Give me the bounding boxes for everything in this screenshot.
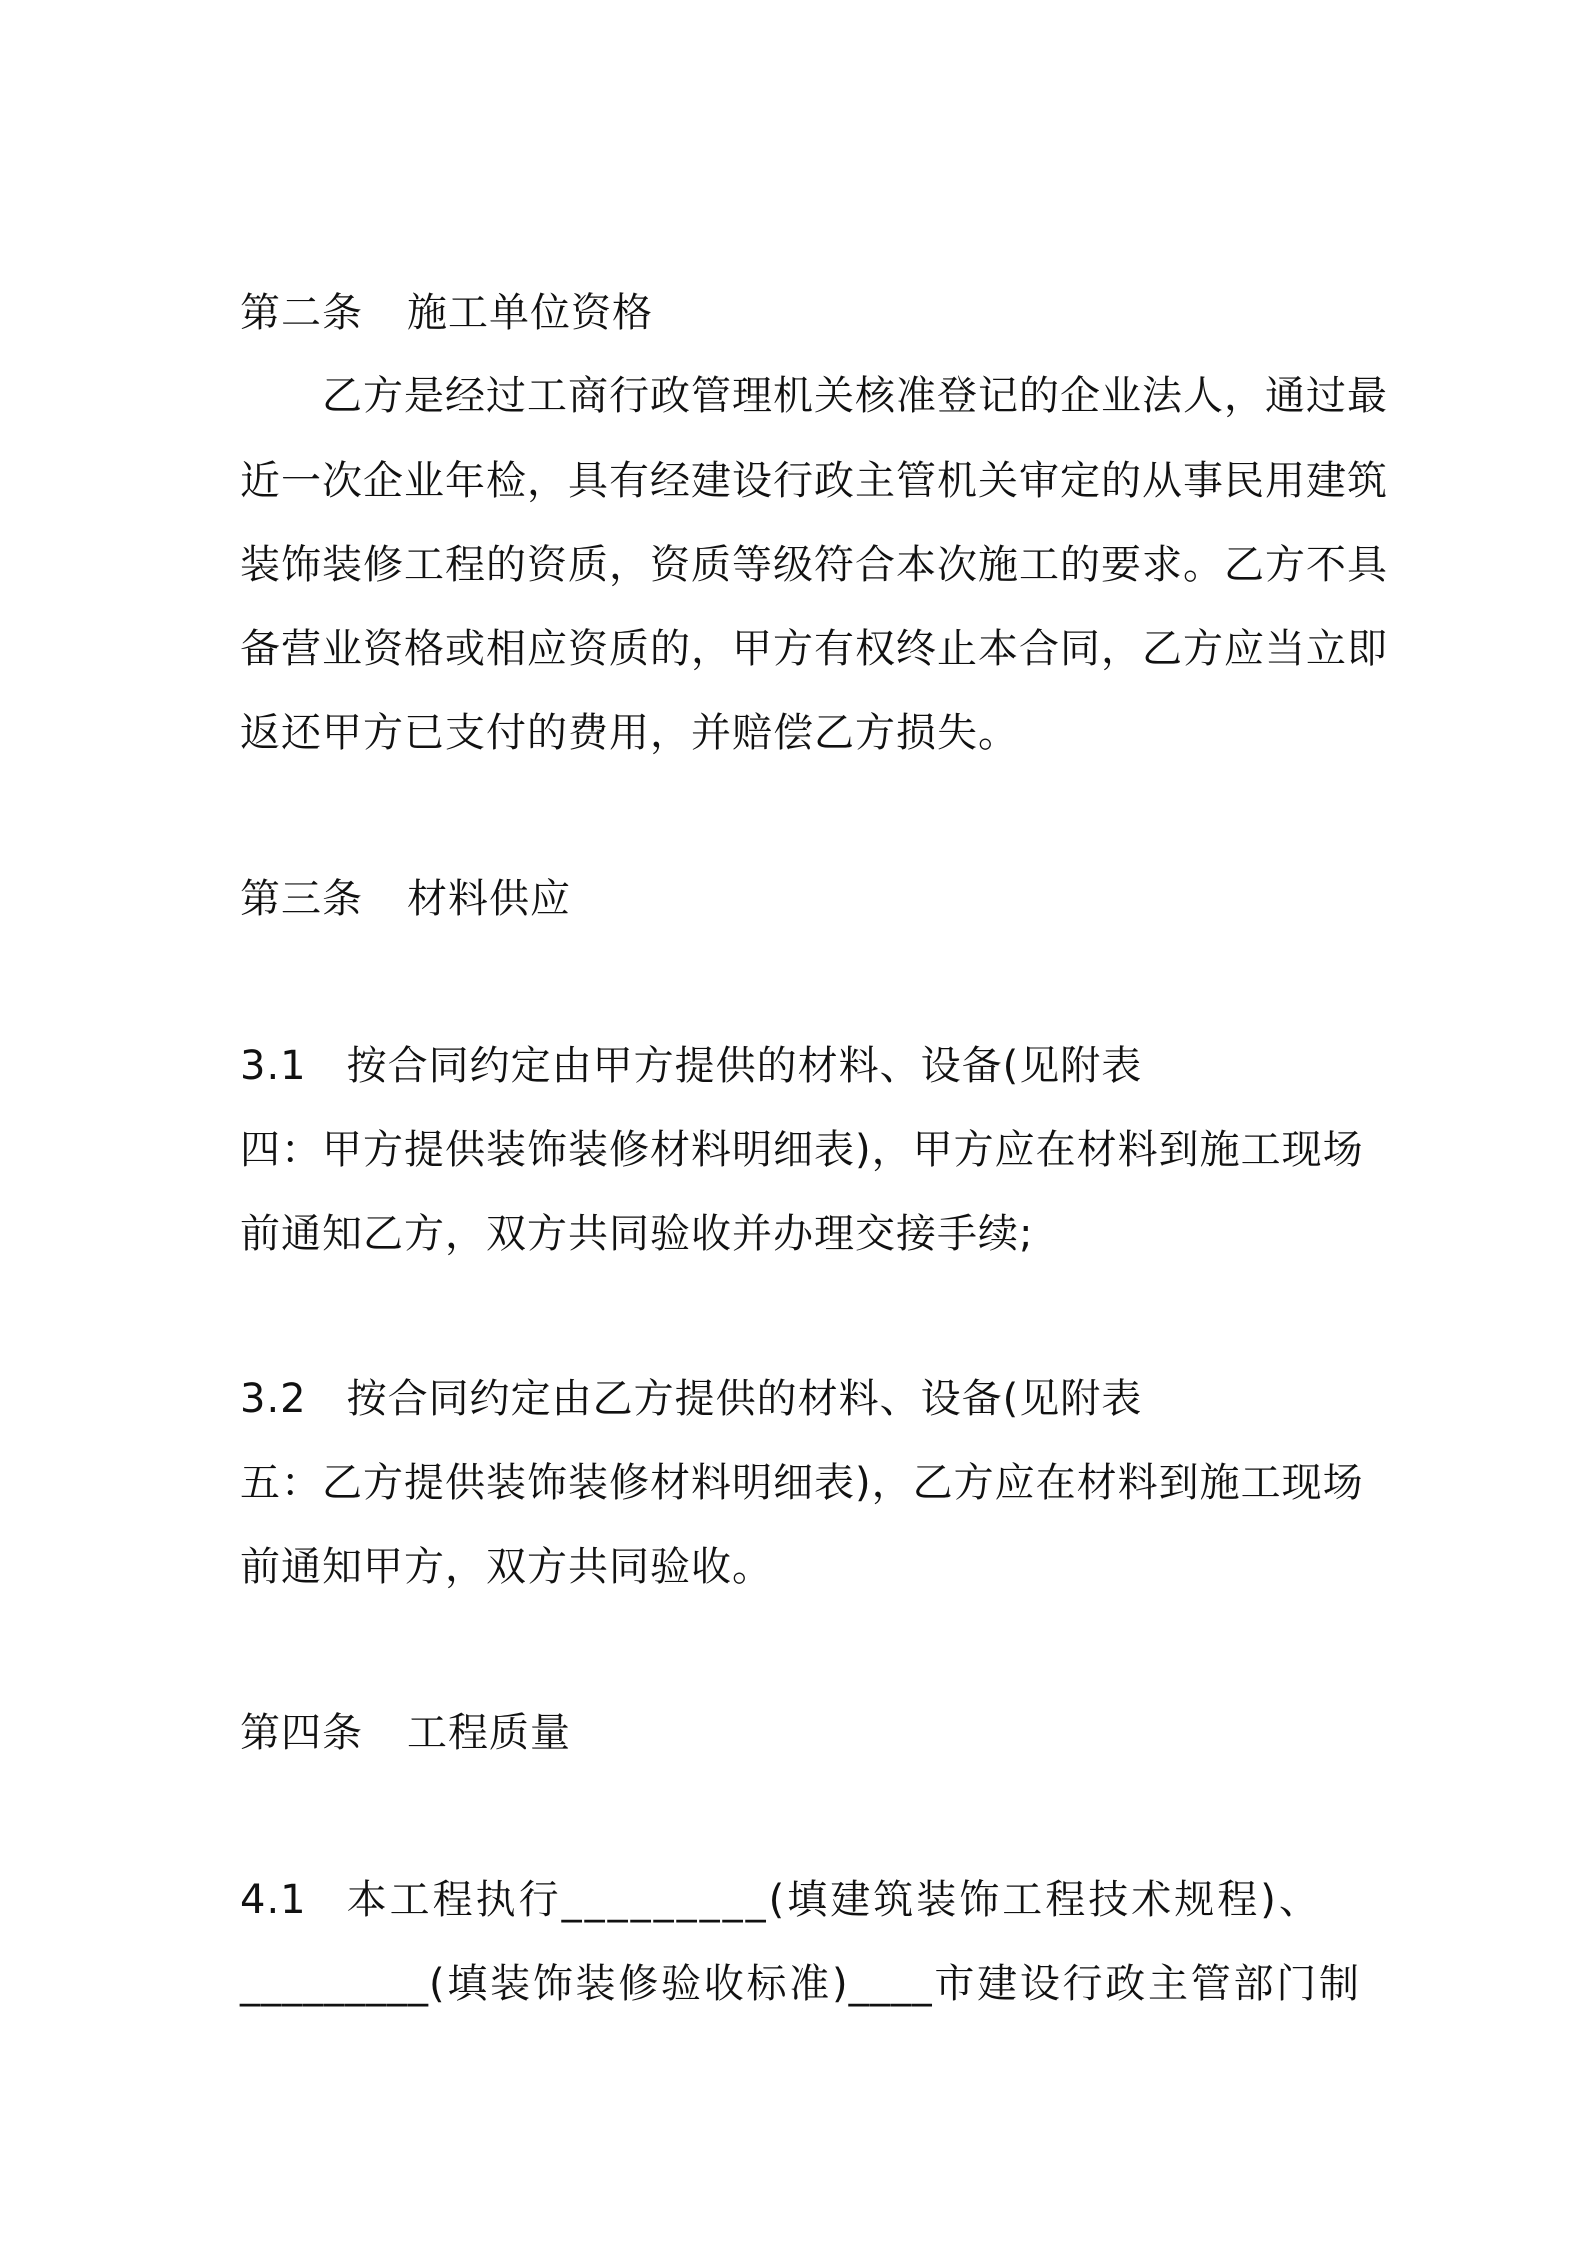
- article-3-heading: [240, 873, 1360, 925]
- clause-3-1-number: 3.1: [240, 1043, 307, 1089]
- article-4-heading: [240, 1707, 1360, 1759]
- clause-3-2-line-2: 五：乙方提供装饰装修材料明细表)，乙方应在材料到施工现场: [240, 1460, 1364, 1506]
- article-2-line-4: 备营业资格或相应资质的，甲方有权终止本合同，乙方应当立即: [240, 626, 1388, 672]
- clause-3-2-number: 3.2: [240, 1376, 307, 1422]
- article-2-title: 施工单位资格: [407, 290, 653, 336]
- clause-3-2-text: 按合同约定由乙方提供的材料、设备(见附表: [346, 1376, 1143, 1422]
- article-4-title: 工程质量: [407, 1710, 571, 1756]
- article-3-label: 第三条: [240, 876, 363, 922]
- clause-4-1-first-line: [240, 1874, 1360, 1926]
- article-2-line-1: 乙方是经过工商行政管理机关核准登记的企业法人，通过最: [322, 373, 1388, 419]
- clause-3-2-first-line: [240, 1373, 1360, 1425]
- article-2-label: 第二条: [240, 290, 363, 336]
- article-2-heading: [240, 287, 1360, 339]
- clause-4-1-line-2: _________(填装饰装修验收标准)____市建设行政主管部门制: [240, 1961, 1360, 2007]
- clause-4-1-number: 4.1: [240, 1877, 307, 1923]
- clause-3-1-line-3: 前通知乙方，双方共同验收并办理交接手续;: [240, 1211, 1034, 1257]
- clause-4-1-text: 本工程执行_________(填建筑装饰工程技术规程)、: [346, 1877, 1322, 1923]
- clause-3-1-text: 按合同约定由甲方提供的材料、设备(见附表: [346, 1043, 1143, 1089]
- article-4-label: 第四条: [240, 1710, 363, 1756]
- clause-3-1-first-line: [240, 1040, 1360, 1092]
- clause-3-2-line-3: 前通知甲方，双方共同验收。: [240, 1544, 773, 1590]
- article-3-title: 材料供应: [407, 876, 571, 922]
- article-2-line-2: 近一次企业年检，具有经建设行政主管机关审定的从事民用建筑: [240, 458, 1388, 504]
- article-2-line-5: 返还甲方已支付的费用，并赔偿乙方损失。: [240, 710, 1019, 756]
- article-2-line-3: 装饰装修工程的资质，资质等级符合本次施工的要求。乙方不具: [240, 542, 1388, 588]
- clause-3-1-line-2: 四：甲方提供装饰装修材料明细表)，甲方应在材料到施工现场: [240, 1127, 1364, 1173]
